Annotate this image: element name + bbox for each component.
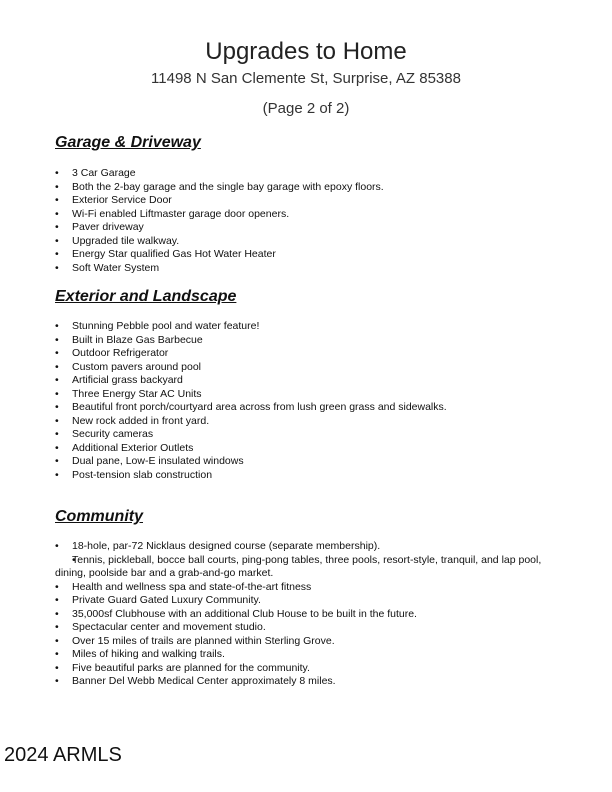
- list-item: • Post-tension slab construction: [55, 469, 575, 483]
- document-title: Upgrades to Home: [205, 38, 407, 65]
- section-heading-exterior: Exterior and Landscape: [55, 288, 237, 305]
- list-item: • Five beautiful parks are planned for the community.: [55, 662, 575, 676]
- list-item: • Health and wellness spa and state-of-the-art fitness: [55, 581, 575, 595]
- list-item: • Three Energy Star AC Units: [55, 388, 575, 402]
- list-item: • Both the 2-bay garage and the single bay garage with epoxy floors.: [55, 181, 575, 195]
- list-item: • Built in Blaze Gas Barbecue: [55, 334, 575, 348]
- list-item: • Energy Star qualified Gas Hot Water Heater: [55, 248, 575, 262]
- list-item: • Artificial grass backyard: [55, 374, 575, 388]
- copyright-watermark: 2024 ARMLS: [4, 744, 122, 766]
- section-heading-community: Community: [55, 508, 143, 525]
- list-item: • Custom pavers around pool: [55, 361, 575, 375]
- list-item: • Additional Exterior Outlets: [55, 442, 575, 456]
- list-item: • Spectacular center and movement studio.: [55, 621, 575, 635]
- list-item: • New rock added in front yard.: [55, 415, 575, 429]
- exterior-list: [55, 320, 575, 482]
- list-item: • Paver driveway: [55, 221, 575, 235]
- property-address: 11498 N San Clemente St, Surprise, AZ 85388: [151, 70, 461, 87]
- list-item: • Miles of hiking and walking trails.: [55, 648, 575, 662]
- list-item: • Over 15 miles of trails are planned within Sterling Grove.: [55, 635, 575, 649]
- list-item: • 3 Car Garage: [55, 167, 575, 181]
- list-item: • 18-hole, par-72 Nicklaus designed course (separate membership).: [55, 540, 575, 554]
- list-item: • Tennis, pickleball, bocce ball courts, ping-pong tables, three pools, resort-style, tranquil, and lap pool, dining, poolside bar and a grab-and-go market.: [55, 554, 575, 581]
- page-indicator: (Page 2 of 2): [262, 100, 350, 117]
- garage-list: [55, 167, 575, 275]
- list-item: • Dual pane, Low-E insulated windows: [55, 455, 575, 469]
- section-heading-garage: Garage & Driveway: [55, 134, 201, 151]
- list-item: • Soft Water System: [55, 262, 575, 276]
- community-list: [55, 540, 575, 689]
- list-item: • Wi-Fi enabled Liftmaster garage door openers.: [55, 208, 575, 222]
- list-item: • Banner Del Webb Medical Center approximately 8 miles.: [55, 675, 575, 689]
- list-item: • Security cameras: [55, 428, 575, 442]
- list-item: • Private Guard Gated Luxury Community.: [55, 594, 575, 608]
- list-item: • Outdoor Refrigerator: [55, 347, 575, 361]
- list-item: • Beautiful front porch/courtyard area across from lush green grass and sidewalks.: [55, 401, 575, 415]
- list-item: • 35,000sf Clubhouse with an additional Club House to be built in the future.: [55, 608, 575, 622]
- list-item: • Exterior Service Door: [55, 194, 575, 208]
- list-item: • Upgraded tile walkway.: [55, 235, 575, 249]
- list-item: • Stunning Pebble pool and water feature!: [55, 320, 575, 334]
